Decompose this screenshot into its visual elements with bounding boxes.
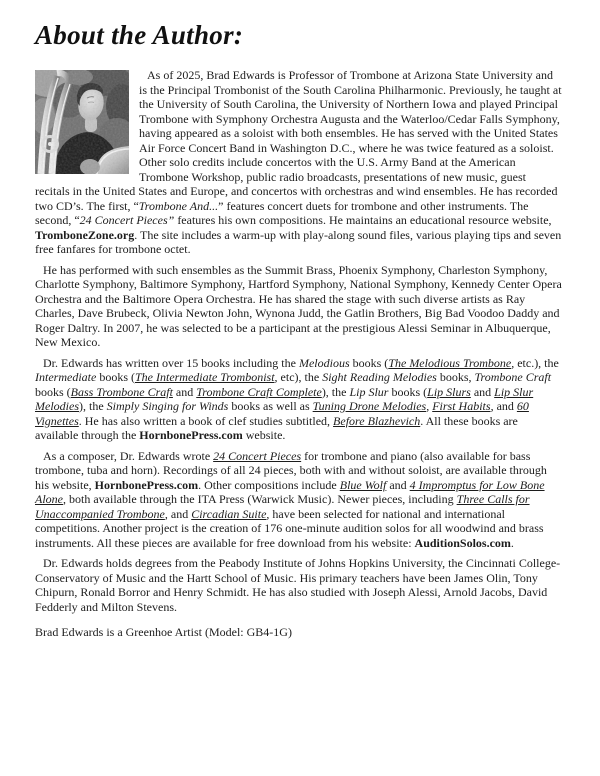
book-title-link[interactable]: Tuning Drone Melodies: [312, 399, 427, 413]
text-run: books,: [436, 370, 475, 384]
text-run: , etc), the: [274, 370, 323, 384]
text-run: Dr. Edwards has written over 15 books including the: [43, 355, 299, 370]
text-run: Lip Slur: [349, 384, 389, 399]
book-title-link[interactable]: Circadian Suite: [191, 506, 267, 521]
text-run: and: [172, 384, 197, 399]
text-run: books as well as: [228, 399, 313, 413]
book-title-link[interactable]: The Melodious Trombone: [388, 355, 512, 370]
book-title-link[interactable]: 4 Impromptus for Low Bone Alone: [35, 477, 545, 506]
text-run: Sight Reading Melodies: [322, 370, 437, 384]
text-run: website.: [242, 428, 286, 442]
bio-paragraph-6: [35, 625, 563, 640]
book-title-link[interactable]: Before Blazhevich: [333, 413, 421, 428]
text-run: books (: [349, 355, 389, 370]
book-title-link[interactable]: Trombone Craft Complete: [196, 384, 322, 399]
book-title-link[interactable]: The Intermediate Trombonist: [134, 370, 275, 384]
text-run: Simply Singing for Winds: [106, 399, 229, 413]
text-run: and: [386, 477, 410, 492]
text-run: As of 2025, Brad Edwards is Professor of Trombone at Arizona State University and is the Principal Trombonist of the South Carolina Philharmonic. Previously, he taught at the University of South Carolina, the University of Northern Iowa and played Principal Trombone with Symphony Orchestra Augusta and the Waterloo/Cedar Falls Symphony, having appeared as a soloist with both ensembles. He has served with the United States Air Force Concert Band in Washington D.C., where he was twice featured as a soloist. Other solo credits include concertos with the U.S. Army Band at the American Trombone Workshop, public radio broadcasts, presentations of new music, guest recitals in the United States and Europe, and concertos with orchestras and wind ensembles. He has recorded two CD’s. The first, “: [35, 68, 562, 213]
text-run: ” features concert duets for trombone and other instruments. The second, “: [35, 198, 529, 227]
text-run: Brad Edwards is a Greenhoe Artist (Model: GB4-1G): [35, 625, 292, 639]
text-run: Dr. Edwards holds degrees from the Peabody Institute of Johns Hopkins University, the Cincinnati College-Conservatory of Music and the Hartt School of Music. His primary teachers have been James Olin, Tony Chipurn, Ronald Borror and Henry Schmidt. He has also studied with Joseph Alessi, Arnold Jacobs, David Fedderly and Milton Stevens.: [35, 556, 561, 614]
text-run: . He has also written a book of clef studies subtitled,: [78, 413, 334, 428]
book-title-link[interactable]: First Habits: [432, 399, 491, 413]
text-run: , both available through the ITA Press (Warwick Music). Newer pieces, including: [63, 492, 457, 506]
text-run: books (: [96, 370, 135, 384]
text-run: ), the: [79, 399, 107, 413]
text-run: , and: [490, 399, 517, 413]
book-title-link[interactable]: Lip Slurs: [427, 384, 471, 399]
text-run: books (: [388, 384, 428, 399]
book-title-link[interactable]: Three Calls for Unaccompanied Trombone: [35, 492, 530, 521]
text-run: 24 Concert Pieces”: [79, 213, 175, 227]
text-run: Intermediate: [35, 370, 97, 384]
book-title-link[interactable]: 60 Vignettes: [35, 399, 529, 428]
website-name: HornbonePress.com: [94, 477, 199, 492]
text-run: , have been selected for national and international competitions. Another project is the creation of 176 one-minute audition solos for all woodwind and brass instruments. All these pieces are available for free download from his website:: [35, 506, 544, 550]
book-title-link[interactable]: Blue Wolf: [339, 477, 387, 492]
text-run: for trombone and piano (also available for bass trombone, tuba and horn). Recordings of all 24 pieces, both with and without soloist, are available through his website,: [35, 448, 547, 492]
website-name: AuditionSolos.com: [414, 535, 511, 550]
text-run: . The site includes a warm-up with play-along sound files, various playing tips and seven free fanfares for trombone octet.: [35, 227, 562, 256]
bio-paragraph-3: [35, 356, 563, 443]
text-run: . Other compositions include: [198, 477, 340, 492]
text-run: ), the: [321, 384, 350, 399]
book-title-link[interactable]: 24 Concert Pieces: [213, 448, 302, 463]
text-run: features his own compositions. He maintains an educational resource website,: [174, 213, 552, 227]
text-run: , etc.), the: [511, 355, 559, 370]
text-run: He has performed with such ensembles as the Summit Brass, Phoenix Symphony, Charleston Symphony, Charlotte Symphony, Baltimore Symphony, Hartford Symphony, National Symphony, Kennedy Center Opera Orchestra and the Baltimore Opera Orchestra. He has shared the stage with such diverse artists as Ray Charles, Dave Brubeck, Olivia Newton John, Wynona Judd, the Gatlin Brothers, Big Bad Voodoo Daddy and Roger Daltry. In 2007, he was selected to be a participant at the prestigious Alessi Seminar in Albuquerque, New Mexico.: [35, 262, 562, 349]
author-photo: [35, 70, 129, 174]
bio-paragraph-5: [35, 556, 563, 614]
text-run: ,: [426, 399, 433, 413]
text-run: Trombone Craft: [474, 370, 552, 384]
author-photo-illustration: [35, 70, 129, 174]
text-run: books (: [35, 384, 71, 399]
article-paragraphs: [35, 68, 563, 640]
text-run: , and: [164, 506, 192, 521]
text-run: Trombone And...: [138, 198, 219, 213]
text-run: .: [510, 535, 514, 550]
text-run: . All these books are available through the: [35, 413, 518, 442]
bio-paragraph-4: [35, 449, 563, 551]
text-run: and: [470, 384, 495, 399]
bio-paragraph-2: [35, 263, 563, 350]
book-title-link[interactable]: Bass Trombone Craft: [70, 384, 173, 399]
book-title-link[interactable]: Lip Slur Melodies: [35, 384, 534, 413]
page-title: About the Author:: [35, 20, 244, 50]
website-name: TromboneZone.org: [35, 227, 135, 242]
text-run: Melodious: [298, 355, 350, 370]
text-run: As a composer, Dr. Edwards wrote: [43, 448, 214, 463]
website-name: HornbonePress.com: [139, 428, 243, 442]
